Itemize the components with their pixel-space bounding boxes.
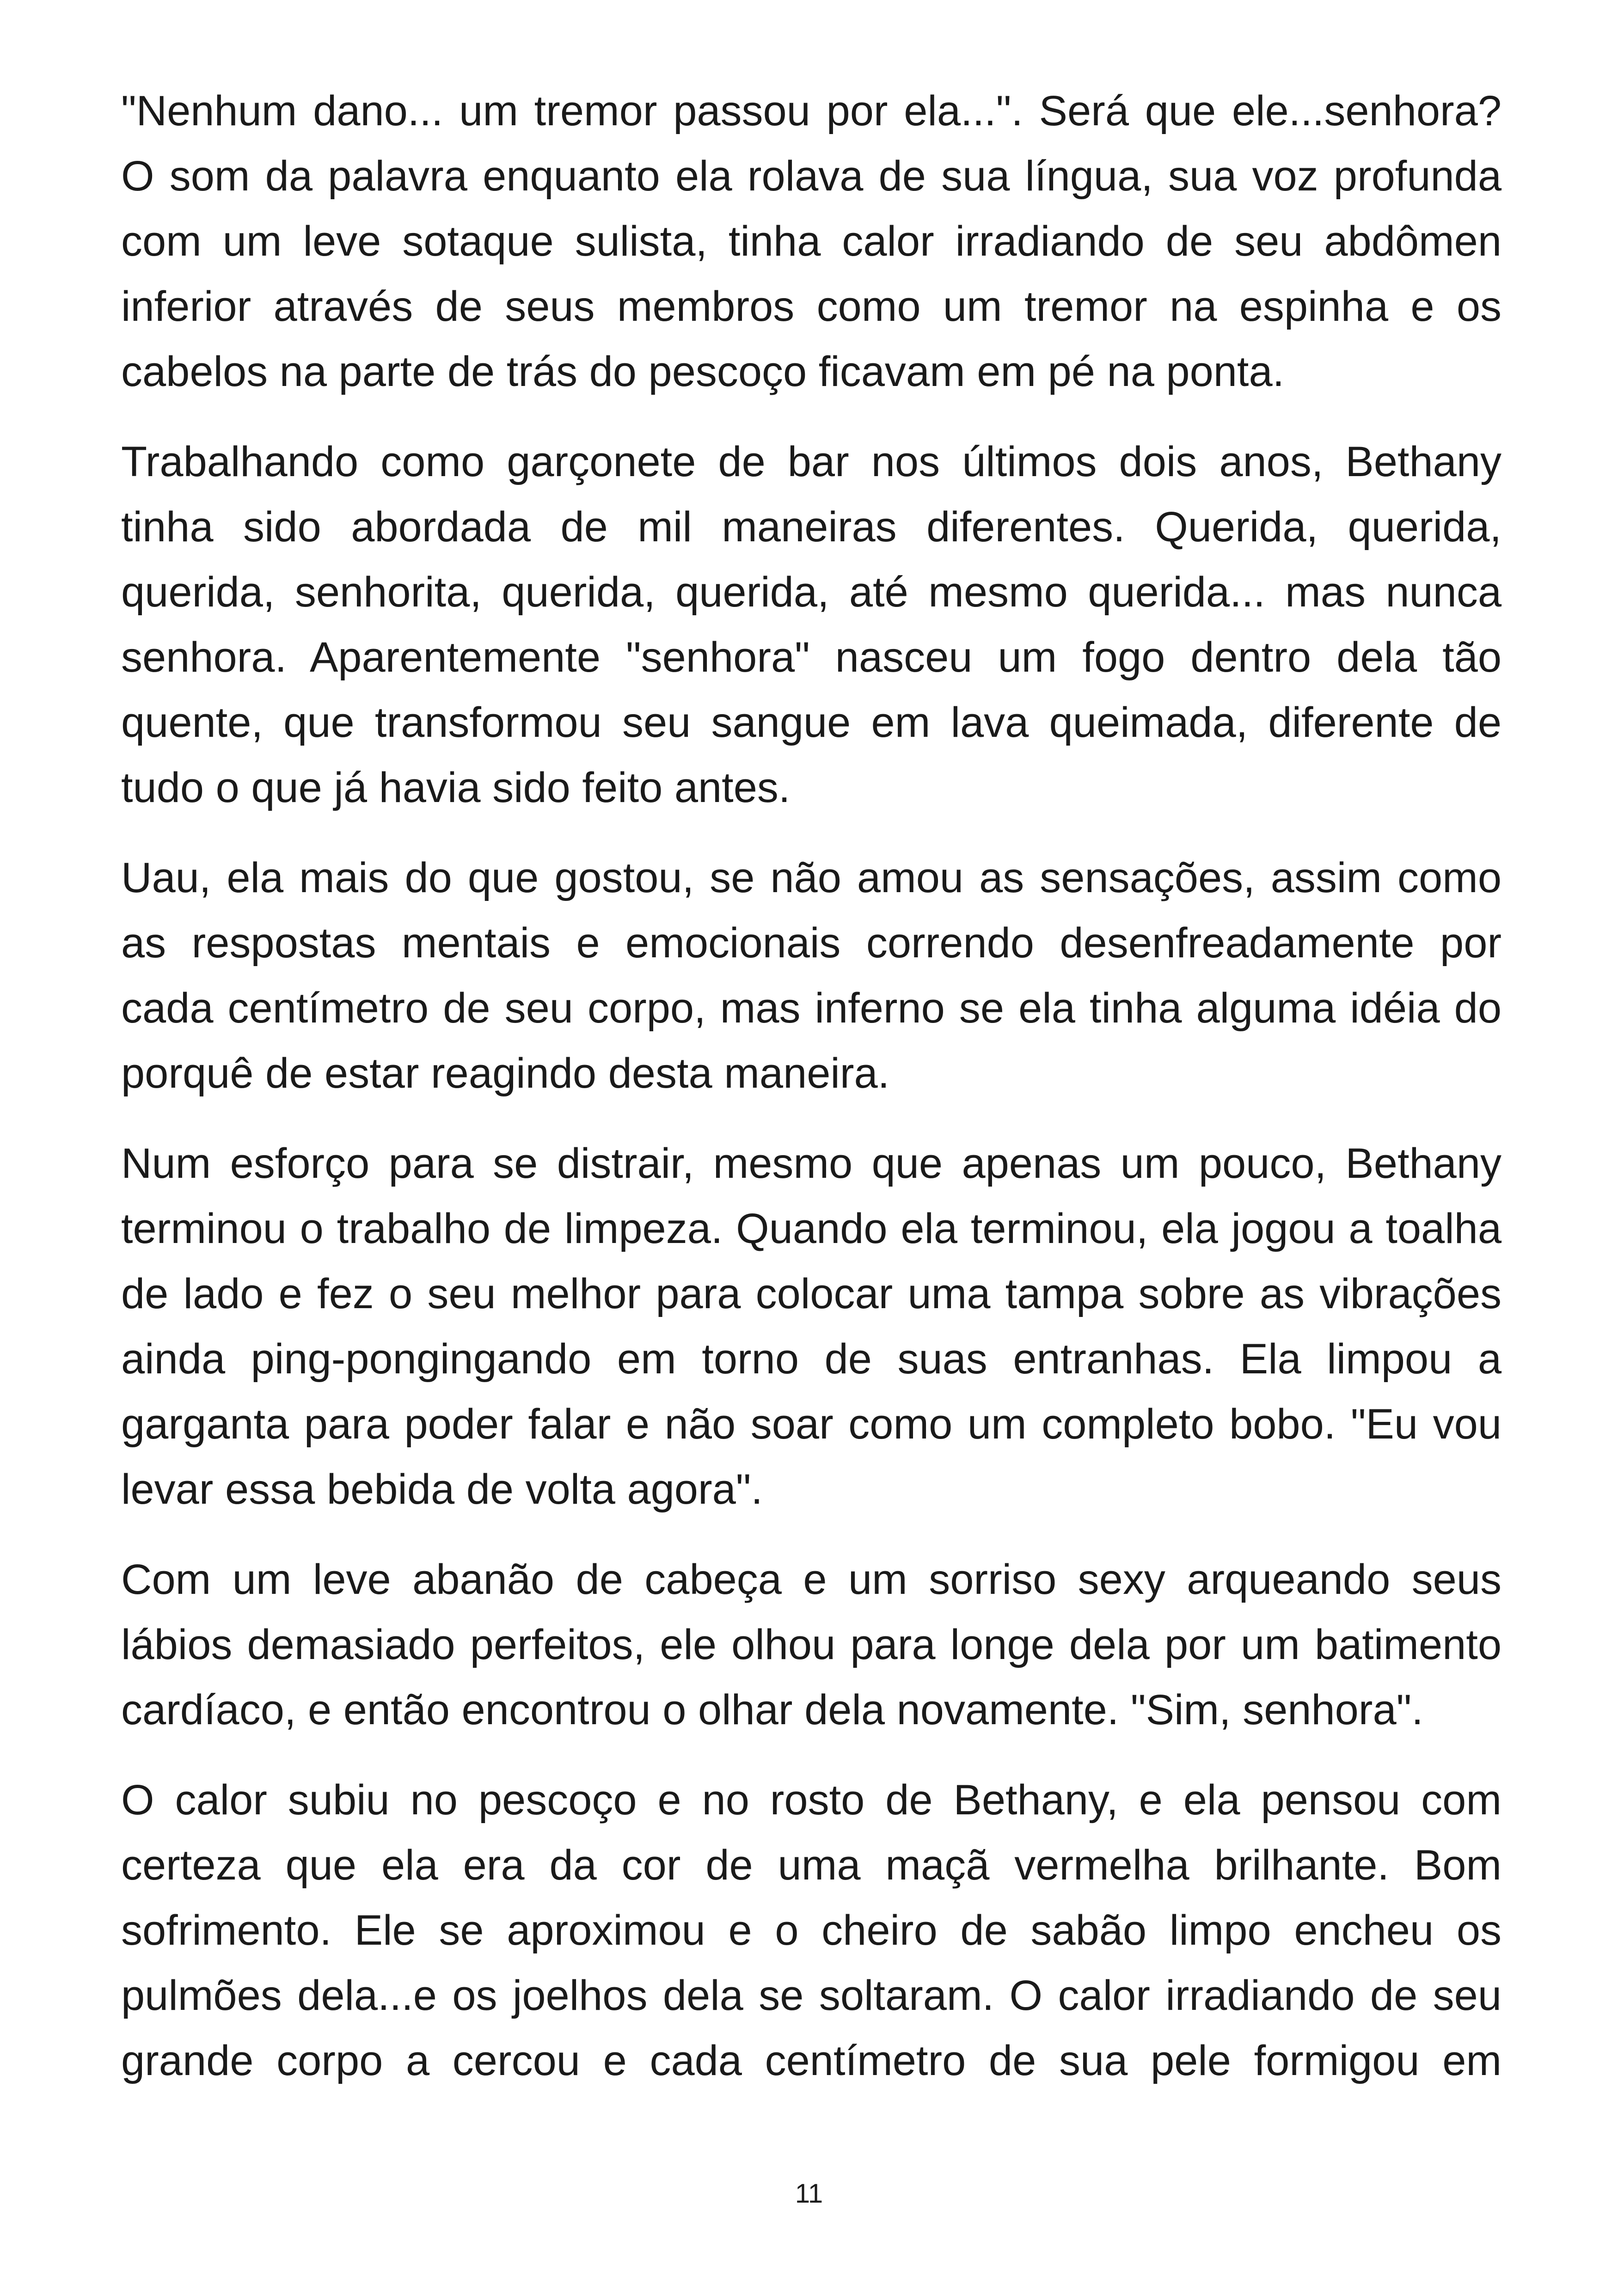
paragraph-2: Trabalhando como garçonete de bar nos últimos dois anos, Bethany tinha sido abordada de mil maneiras diferentes. Querida, querida, querida, senhorita, querida, querida, até mesmo querida... mas nunca senhora. Aparentemente "senhora" nasceu um fogo dentro dela tão quente, que transformou seu sangue em lava queimada, diferente de tudo o que já havia sido feito antes. [121, 438, 1502, 811]
paragraph-6: O calor subiu no pescoço e no rosto de Bethany, e ela pensou com certeza que ela era da cor de uma maçã vermelha brilhante. Bom sofrimento. Ele se aproximou e o cheiro de sabão limpo encheu os pulmões dela...e os joelhos dela se soltaram. O calor irradiando de seu grande corpo a cercou e cada centímetro de sua pele formigou em [121, 1776, 1502, 2084]
paragraph-4: Num esforço para se distrair, mesmo que apenas um pouco, Bethany terminou o trabalho de limpeza. Quando ela terminou, ela jogou a toalha de lado e fez o seu melhor para colocar uma tampa sobre as vibrações ainda ping-pongingando em torno de suas entranhas. Ela limpou a garganta para poder falar e não soar como um completo bobo. "Eu vou levar essa bebida de volta agora". [121, 1140, 1502, 1513]
paragraph-3: Uau, ela mais do que gostou, se não amou as sensações, assim como as respostas mentais e emocionais correndo desenfreadamente por cada centímetro de seu corpo, mas inferno se ela tinha alguma idéia do porquê de estar reagindo desta maneira. [121, 854, 1502, 1097]
page-number: 11 [795, 2179, 823, 2209]
paragraph-1: "Nenhum dano... um tremor passou por ela...". Será que ele...senhora? O som da palavra enquanto ela rolava de sua língua, sua voz profunda com um leve sotaque sulista, tinha calor irradiando de seu abdômen inferior através de seus membros como um tremor na espinha e os cabelos na parte de trás do pescoço ficavam em pé na ponta. [121, 87, 1502, 395]
body-text [121, 79, 1502, 2094]
paragraph-5: Com um leve abanão de cabeça e um sorriso sexy arqueando seus lábios demasiado perfeitos, ele olhou para longe dela por um batimento cardíaco, e então encontrou o olhar dela novamente. "Sim, senhora". [121, 1556, 1502, 1733]
